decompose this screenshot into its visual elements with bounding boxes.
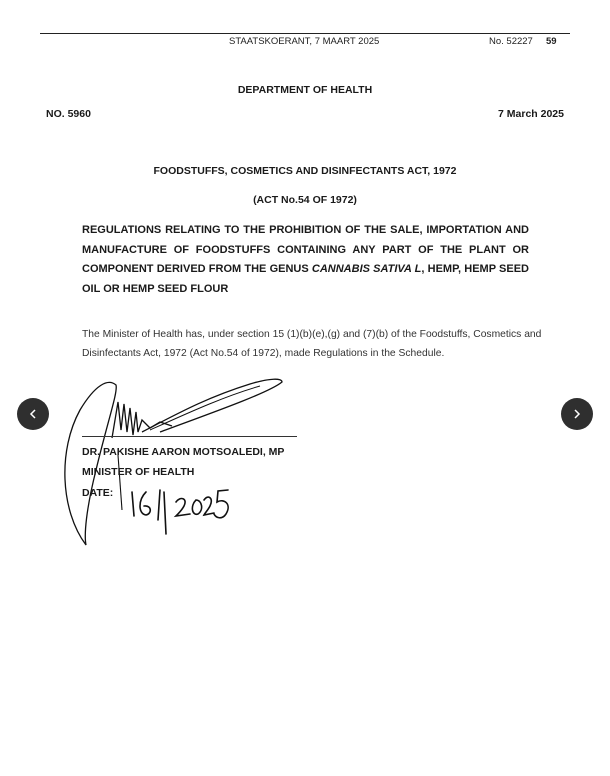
page-number: 59	[546, 36, 557, 47]
notice-number: NO. 5960	[46, 108, 91, 120]
regulation-heading-part2: , HEMP, HEMP SEED OIL OR HEMP SEED FLOUR	[82, 263, 530, 295]
issue-number: No. 52227	[489, 36, 533, 47]
next-page-button[interactable]	[561, 398, 593, 430]
department-title: DEPARTMENT OF HEALTH	[237, 84, 373, 96]
act-number: (ACT No.54 OF 1972)	[253, 194, 357, 206]
signature-line	[82, 436, 297, 437]
signatory-title: MINISTER OF HEALTH	[82, 466, 195, 478]
chevron-right-icon	[571, 408, 583, 420]
regulation-heading-italic: CANNABIS SATIVA L	[311, 263, 422, 275]
gazette-title: STAATSKOERANT, 7 MAART 2025	[229, 36, 380, 47]
body-paragraph: The Minister of Health has, under section 15 (1)(b)(e),(g) and (7)(b) of the Foodstuffs, Cosmetics and Disinfectants Act, 1972 (Act No.54 of 1972), made Regulations in the Schedule.	[82, 329, 542, 359]
chevron-left-icon	[27, 408, 39, 420]
regulation-heading	[82, 221, 529, 299]
notice-date: 7 March 2025	[498, 108, 564, 120]
date-label: DATE:	[82, 487, 114, 499]
previous-page-button[interactable]	[17, 398, 49, 430]
header-rule	[40, 33, 570, 34]
signatory-name: DR. PAKISHE AARON MOTSOALEDI, MP	[82, 446, 285, 458]
regulation-heading-part1: REGULATIONS RELATING TO THE PROHIBITION OF THE SALE, IMPORTATION AND MANUFACTURE OF FOODSTUFFS CONTAINING ANY PART OF THE PLANT OR COMPONENT DERIVED FROM THE GENUS	[82, 224, 529, 275]
act-title: FOODSTUFFS, COSMETICS AND DISINFECTANTS ACT, 1972	[153, 165, 457, 177]
